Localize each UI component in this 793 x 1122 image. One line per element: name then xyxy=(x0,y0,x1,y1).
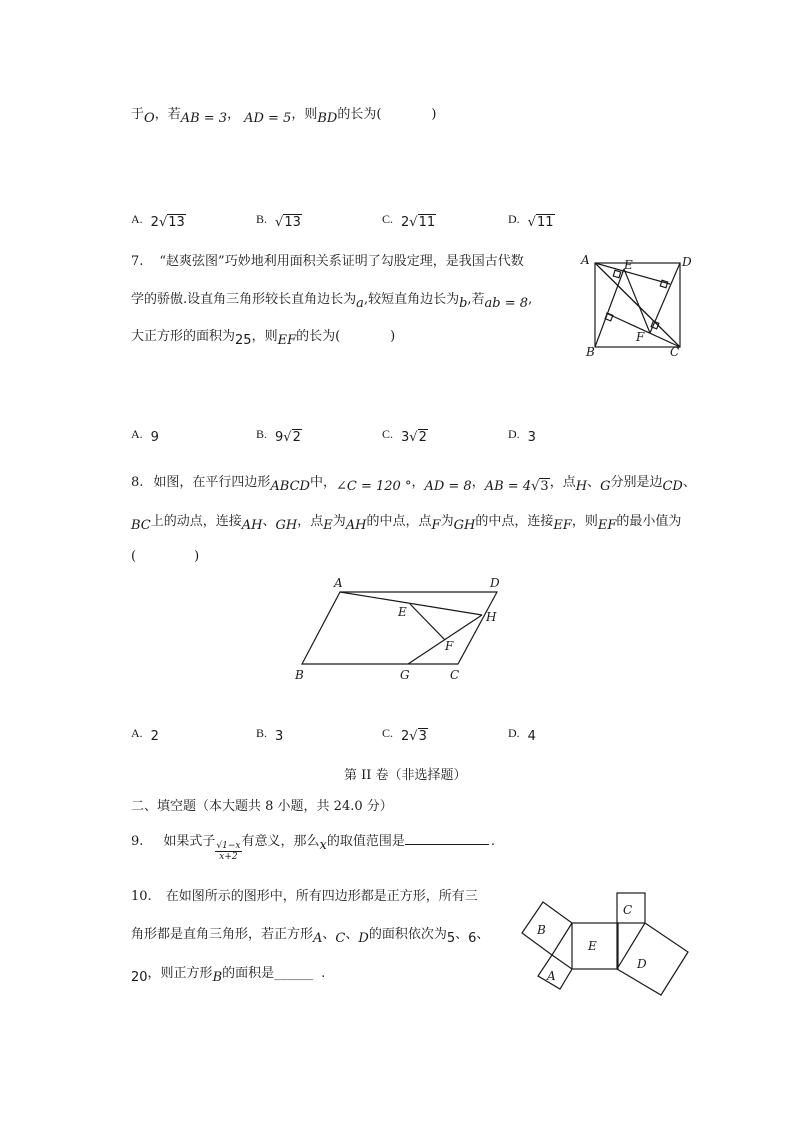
text: ，则 xyxy=(571,514,598,529)
text: ， xyxy=(471,475,485,490)
coef: 2 xyxy=(150,215,159,230)
text: ( xyxy=(131,549,137,564)
label-b: B xyxy=(295,668,304,682)
numerator: √1−x xyxy=(216,841,241,851)
radicand: 11 xyxy=(418,215,436,230)
label-d: D xyxy=(637,957,647,971)
option-value: 3√2 xyxy=(401,430,427,445)
option-d[interactable] xyxy=(508,212,555,230)
option-label: D. xyxy=(508,212,520,226)
option-a[interactable] xyxy=(131,212,186,230)
label-f: F xyxy=(445,639,454,653)
radicand: 2 xyxy=(418,430,427,445)
text: ) xyxy=(431,107,437,122)
label-d: D xyxy=(490,576,500,590)
text: 、 xyxy=(322,927,336,942)
q10-line2 xyxy=(131,923,490,946)
math-num: 20 xyxy=(131,970,148,985)
text: 的中点，连接 xyxy=(475,514,554,529)
label-g: G xyxy=(400,668,410,682)
coef: 2 xyxy=(401,729,410,744)
label-e: E xyxy=(588,939,597,953)
math-var: a xyxy=(356,296,364,311)
label-h: H xyxy=(486,610,497,624)
label-e: E xyxy=(624,258,633,272)
q10-line3 xyxy=(131,962,326,985)
option-value: 4 xyxy=(527,729,536,744)
text: 的面积依次为 xyxy=(368,927,447,942)
section-heading: 二、填空题（本大题共 8 小题，共 24.0 分） xyxy=(131,799,393,814)
math-num: 25 xyxy=(235,333,252,348)
option-label: D. xyxy=(508,726,520,740)
label-e: E xyxy=(398,605,407,619)
option-value: 9√2 xyxy=(275,430,301,445)
text: 角形都是直角三角形，若正方形 xyxy=(131,927,314,942)
label-f: F xyxy=(636,330,645,344)
math-expr: ab = 8 xyxy=(484,296,529,311)
math-expr: AB = 3 xyxy=(180,111,228,126)
zhao-shuang-figure xyxy=(578,250,698,360)
q7-line3 xyxy=(131,325,396,348)
radicand: 11 xyxy=(536,215,554,230)
math-seg: GH xyxy=(453,518,476,533)
text: 的面积是 xyxy=(222,966,275,981)
label-a: A xyxy=(547,969,556,983)
coef: 9 xyxy=(275,430,284,445)
radicand: 3 xyxy=(540,479,549,494)
option-b[interactable] xyxy=(256,726,284,744)
text: 在如图所示的图形中，所有四边形都是正方形，所有三 xyxy=(165,889,478,904)
text: 、 xyxy=(682,475,696,490)
math-var: b xyxy=(459,296,468,311)
label-a: A xyxy=(334,576,343,590)
text: ，则 xyxy=(291,107,318,122)
label-b: B xyxy=(586,345,595,359)
parallelogram-figure xyxy=(290,572,510,684)
text: , xyxy=(528,292,533,307)
math-num: 6 xyxy=(468,931,477,946)
option-value: 3 xyxy=(275,729,284,744)
option-b[interactable] xyxy=(256,427,302,445)
text: 、 xyxy=(345,927,359,942)
q6-stem xyxy=(131,103,437,126)
text: ,较短直角边长为 xyxy=(363,292,460,307)
option-value: 3 xyxy=(527,430,536,445)
q8-line2 xyxy=(131,510,682,533)
option-label: B. xyxy=(256,212,268,226)
option-label: B. xyxy=(256,726,268,740)
option-value: √11 xyxy=(527,215,554,230)
option-value: √13 xyxy=(275,215,301,230)
math-seg: EF xyxy=(277,333,297,348)
option-d[interactable] xyxy=(508,427,536,445)
text: 的取值范围是 xyxy=(326,834,405,849)
option-a[interactable] xyxy=(131,726,159,744)
squares-figure xyxy=(515,880,700,1000)
q7-line2: 学的骄傲.设直角三角形较长直角边长为a,较短直角边长为b,若ab = 8, xyxy=(131,292,533,311)
text: ，点 xyxy=(297,514,324,529)
text: 分别是边 xyxy=(610,475,663,490)
option-label: B. xyxy=(256,427,268,441)
option-label: A. xyxy=(131,212,143,226)
math-seg: BC xyxy=(131,518,151,533)
math-var: F xyxy=(431,518,441,533)
coef: 2 xyxy=(401,215,410,230)
math-var: x xyxy=(319,838,327,853)
radicand: 2 xyxy=(292,430,301,445)
math-var: E xyxy=(323,518,333,533)
math-seg: EF xyxy=(597,518,617,533)
text: . xyxy=(321,966,326,981)
text: 的中点，点 xyxy=(366,514,432,529)
label-c: C xyxy=(450,668,460,682)
math-expr: AB = 4√3 xyxy=(484,479,549,494)
math-expr: ∠C = 120 ° xyxy=(336,479,412,494)
text: 如图，在平行四边形 xyxy=(153,475,271,490)
text: ，则 xyxy=(251,329,278,344)
text: ， xyxy=(227,107,241,122)
text: 、 xyxy=(262,514,276,529)
label-d: D xyxy=(682,255,692,269)
math-var: A xyxy=(313,931,323,946)
text: 中， xyxy=(309,475,336,490)
radicand: 13 xyxy=(168,215,185,230)
math-var: ABCD xyxy=(270,479,310,494)
text: 于 xyxy=(131,107,145,122)
option-d[interactable] xyxy=(508,726,536,744)
question-9 xyxy=(131,830,496,862)
option-value: 2 xyxy=(150,729,159,744)
math-expr: AD = 5 xyxy=(244,111,292,126)
math-var: O xyxy=(144,111,155,126)
q7-line1 xyxy=(131,250,524,269)
option-label: C. xyxy=(382,212,394,226)
math-var: H xyxy=(575,479,588,494)
option-label: A. xyxy=(131,427,143,441)
label-a: A xyxy=(581,253,590,267)
radicand: 13 xyxy=(284,215,301,230)
text: 、 xyxy=(455,927,469,942)
label-c: C xyxy=(670,345,680,359)
text: ，点 xyxy=(549,475,576,490)
denominator: x+2 xyxy=(219,852,238,862)
option-label: D. xyxy=(508,427,520,441)
question-number: 8. xyxy=(131,475,144,490)
math-var: D xyxy=(358,931,369,946)
q8-line3 xyxy=(131,549,199,564)
text: 设直角三角形较长直角边长为 xyxy=(187,292,357,307)
text: 上的动点，连接 xyxy=(150,514,242,529)
question-number: 7. xyxy=(131,254,144,269)
option-label: C. xyxy=(382,726,394,740)
text: 的长为( xyxy=(337,107,382,122)
math-seg: BD xyxy=(317,111,338,126)
text: 有意义，那么 xyxy=(241,834,320,849)
question-number: 10. xyxy=(131,889,152,904)
text: 的最小值为 xyxy=(616,514,682,529)
math-seg: CD xyxy=(662,479,683,494)
math-seg: AH xyxy=(241,518,263,533)
text: ) xyxy=(390,329,396,344)
text: . xyxy=(490,834,496,849)
option-b[interactable] xyxy=(256,212,302,230)
option-label: C. xyxy=(382,427,394,441)
text: 的长为( xyxy=(296,329,341,344)
text: 大正方形的面积为 xyxy=(131,329,236,344)
text: 为 xyxy=(332,514,346,529)
coef: 3 xyxy=(401,430,410,445)
text: 、 xyxy=(587,475,601,490)
text: “赵爽弦图”巧妙地利用面积关系证明了勾股定理，是我国古代数 xyxy=(159,254,524,269)
text: ) xyxy=(194,549,200,564)
q10-line1 xyxy=(131,885,478,904)
text: ，若 xyxy=(154,107,181,122)
option-value: 2√13 xyxy=(150,215,185,230)
text: 如果式子 xyxy=(163,834,216,849)
math-expr: AD = 8 xyxy=(424,479,472,494)
option-c[interactable] xyxy=(382,212,436,230)
radicand: 3 xyxy=(418,729,427,744)
text: ，则正方形 xyxy=(147,966,213,981)
answer-blank[interactable]: ______ xyxy=(274,966,314,981)
option-c[interactable] xyxy=(382,726,428,744)
math-seg: EF xyxy=(553,518,572,533)
math-var: G xyxy=(600,479,611,494)
label-c: C xyxy=(623,903,633,917)
option-value: 2√3 xyxy=(401,729,427,744)
text: 、 xyxy=(476,927,490,942)
text: 为 xyxy=(440,514,454,529)
text: ,若 xyxy=(467,292,485,307)
text: AB = 4 xyxy=(484,479,532,494)
math-num: 5 xyxy=(446,931,456,946)
label-b: B xyxy=(537,923,546,937)
option-a[interactable] xyxy=(131,427,159,445)
q8-line1 xyxy=(131,471,696,494)
text: ， xyxy=(411,475,425,490)
text: 学的骄傲 xyxy=(131,292,184,307)
option-value: 9 xyxy=(150,430,159,445)
answer-blank[interactable] xyxy=(405,832,489,845)
option-c[interactable] xyxy=(382,427,428,445)
option-value: 2√11 xyxy=(401,215,436,230)
question-number: 9. xyxy=(131,834,144,849)
math-var: B xyxy=(212,970,223,985)
math-seg: GH xyxy=(275,518,298,533)
fraction xyxy=(215,841,241,862)
math-var: C xyxy=(335,931,346,946)
part-2-title: 第 II 卷（非选择题） xyxy=(344,768,467,783)
math-seg: AH xyxy=(345,518,367,533)
option-label: A. xyxy=(131,726,143,740)
